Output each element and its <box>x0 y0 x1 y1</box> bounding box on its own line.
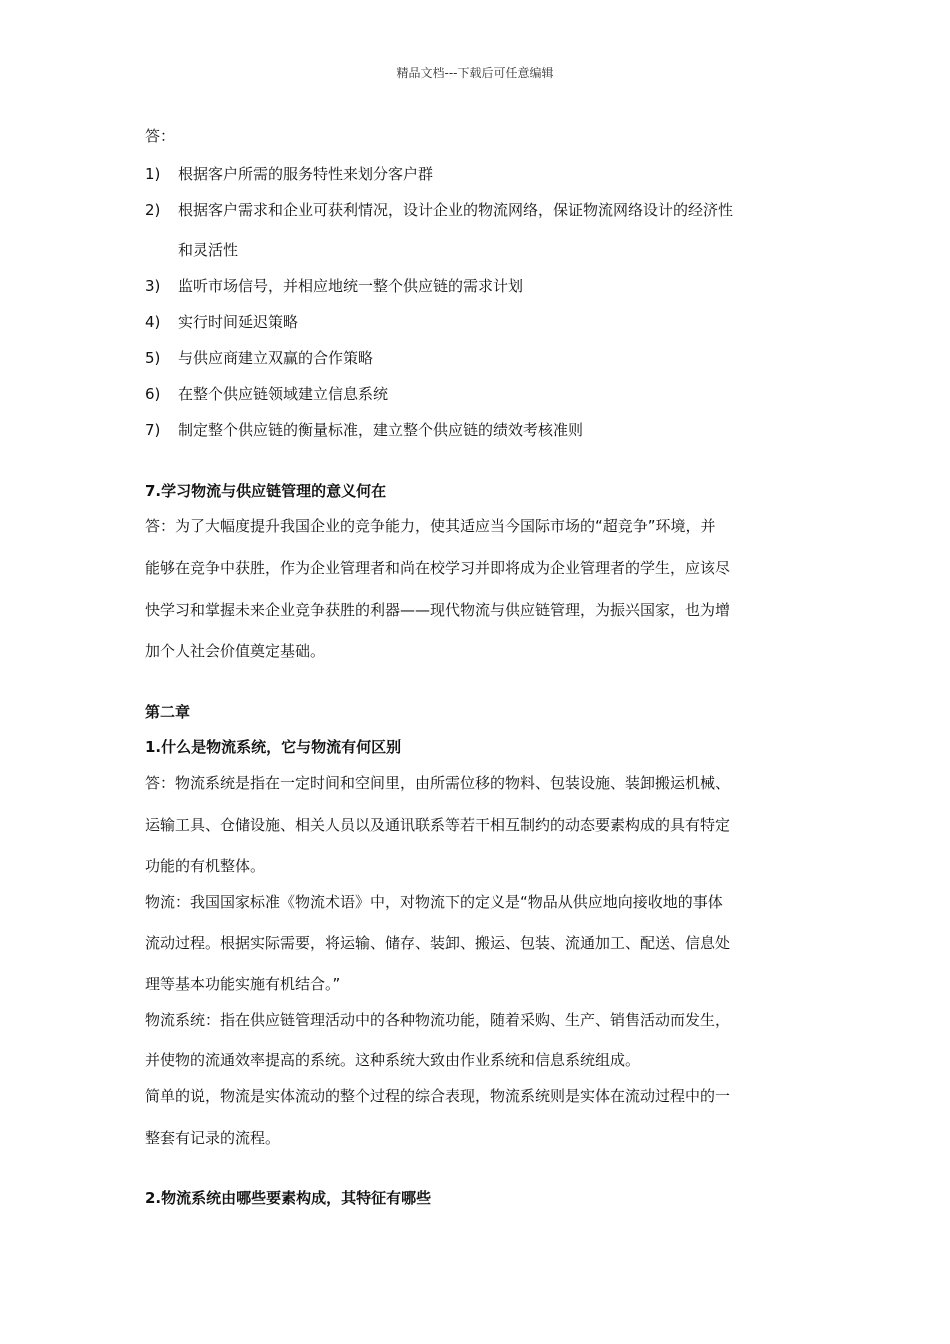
question-1-answer-line: 答：物流系统是指在一定时间和空间里，由所需位移的物料、包装设施、装卸搬运机械、 <box>145 774 731 792</box>
question-7-answer-line: 快学习和掌握未来企业竞争获胜的利器——现代物流与供应链管理，为振兴国家，也为增 <box>145 601 731 619</box>
summary-line: 简单的说，物流是实体流动的整个过程的综合表现，物流系统则是实体在流动过程中的一 <box>145 1087 731 1105</box>
list-item-text: 根据客户需求和企业可获利情况，设计企业的物流网络，保证物流网络设计的经济性 <box>178 201 734 219</box>
question-1-answer-line: 功能的有机整体。 <box>145 857 266 875</box>
question-7-answer-line: 加个人社会价值奠定基础。 <box>145 642 326 660</box>
summary-line: 整套有记录的流程。 <box>145 1129 281 1147</box>
page-header: 精品文档---下载后可任意编辑 <box>396 66 554 80</box>
question-1-answer-line: 运输工具、仓储设施、相关人员以及通讯联系等若干相互制约的动态要素构成的具有特定 <box>145 816 731 834</box>
list-item-text: 制定整个供应链的衡量标准，建立整个供应链的绩效考核准则 <box>178 421 584 439</box>
question-7-answer-line: 能够在竞争中获胜，作为企业管理者和尚在校学习并即将成为企业管理者的学生，应该尽 <box>145 559 731 577</box>
list-item-text: 根据客户所需的服务特性来划分客户群 <box>178 165 434 183</box>
list-item-number: 5) <box>145 349 161 367</box>
logistics-system-definition-line: 物流系统：指在供应链管理活动中的各种物流功能，随着采购、生产、销售活动而发生， <box>145 1011 731 1029</box>
list-item-number: 6) <box>145 385 161 403</box>
question-7-answer-line: 答：为了大幅度提升我国企业的竞争能力，使其适应当今国际市场的“超竞争”环境，并 <box>145 517 716 535</box>
logistics-definition-line: 理等基本功能实施有机结合。” <box>145 975 341 993</box>
list-item-text: 监听市场信号，并相应地统一整个供应链的需求计划 <box>178 277 524 295</box>
answer-label: 答： <box>145 127 176 145</box>
logistics-system-definition-line: 并使物的流通效率提高的系统。这种系统大致由作业系统和信息系统组成。 <box>145 1051 641 1069</box>
list-item-text: 在整个供应链领域建立信息系统 <box>178 385 389 403</box>
logistics-definition-line: 物流：我国国家标准《物流术语》中，对物流下的定义是“物品从供应地向接收地的事体 <box>145 893 723 911</box>
question-1-title: 1.什么是物流系统，它与物流有何区别 <box>145 738 402 756</box>
list-item-number: 3) <box>145 277 161 295</box>
list-item-text: 实行时间延迟策略 <box>178 313 299 331</box>
list-item-text: 与供应商建立双赢的合作策略 <box>178 349 374 367</box>
list-item-continuation: 和灵活性 <box>178 241 239 259</box>
list-item-number: 7) <box>145 421 161 439</box>
logistics-definition-line: 流动过程。根据实际需要，将运输、储存、装卸、搬运、包装、流通加工、配送、信息处 <box>145 934 731 952</box>
question-7-title: 7.学习物流与供应链管理的意义何在 <box>145 482 387 500</box>
list-item-number: 2) <box>145 201 161 219</box>
list-item-number: 1) <box>145 165 161 183</box>
list-item-number: 4) <box>145 313 161 331</box>
chapter-title: 第二章 <box>145 703 191 721</box>
question-2-title: 2.物流系统由哪些要素构成，其特征有哪些 <box>145 1189 432 1207</box>
